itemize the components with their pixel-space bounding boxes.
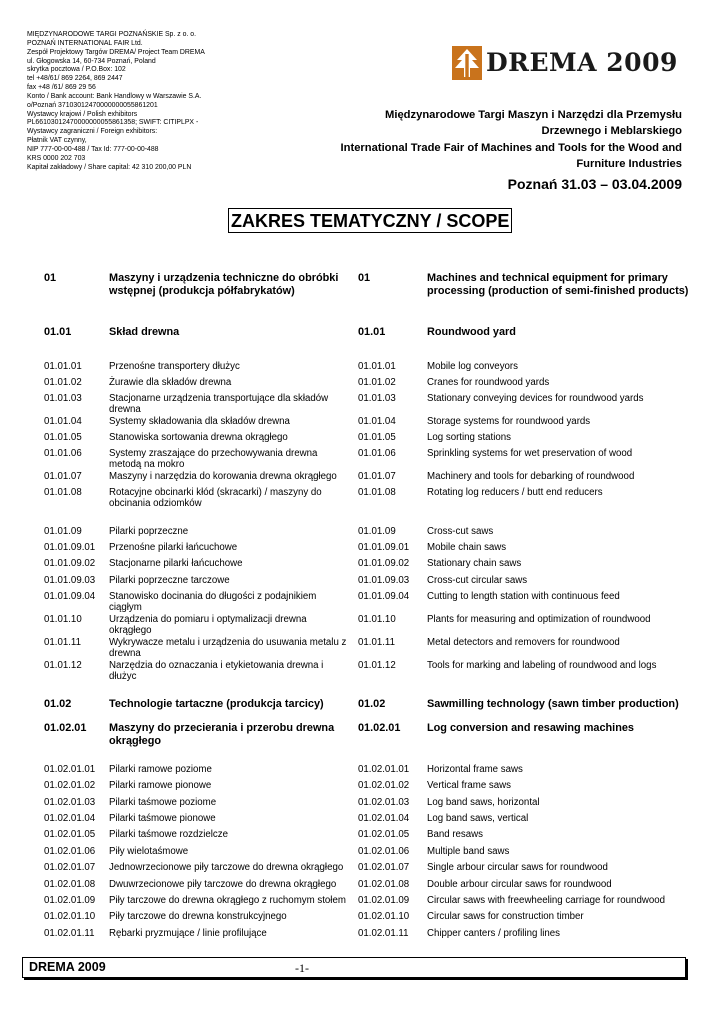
english-text: Cross-cut circular saws: [427, 575, 528, 586]
polish-text: Stacjonarne urządzenia transportujące dla składów drewna: [109, 393, 329, 416]
polish-code: 01.02.01.08: [44, 879, 96, 890]
polish-text: Żurawie dla składów drewna: [109, 377, 232, 388]
polish-text: Pilarki poprzeczne: [109, 526, 189, 537]
address-line: Wystawcy krajowi / Polish exhibitors: [27, 110, 138, 118]
polish-code: 01.01.03: [44, 393, 82, 404]
polish-text: Pilarki taśmowe pionowe: [109, 813, 216, 824]
scope-title: ZAKRES TEMATYCZNY / SCOPE: [228, 208, 512, 233]
polish-text: Maszyny i urządzenia techniczne do obróbki wstępnej (produkcja półfabrykatów): [109, 272, 339, 297]
english-text: Multiple band saws: [427, 846, 510, 857]
polish-code: 01.01.10: [44, 614, 82, 625]
english-text: Metal detectors and removers for roundwood: [427, 637, 620, 648]
polish-code: 01: [44, 272, 57, 284]
polish-text: Maszyny i narzędzia do korowania drewna okrągłego: [109, 471, 337, 482]
polish-text: Systemy składowania dla składów drewna: [109, 416, 290, 427]
english-code: 01.01.09: [358, 526, 396, 537]
english-text: Horizontal frame saws: [427, 764, 523, 775]
english-text: Storage systems for roundwood yards: [427, 416, 591, 427]
tree-icon: [452, 46, 482, 80]
english-text: Double arbour circular saws for roundwood: [427, 879, 612, 890]
polish-code: 01.01.02: [44, 377, 82, 388]
polish-code: 01.01.11: [44, 637, 81, 648]
english-text: Log sorting stations: [427, 432, 512, 443]
polish-text: Jednowrzecionowe piły tarczowe do drewna okrągłego: [109, 862, 344, 873]
polish-code: 01.01.07: [44, 471, 82, 482]
footer-label: DREMA 2009: [29, 960, 106, 974]
polish-text: Piły tarczowe do drewna okrągłego z ruchomym stołem: [109, 895, 346, 906]
english-code: 01.02.01.03: [358, 797, 410, 808]
english-code: 01.01.09.03: [358, 575, 410, 586]
fair-title: [330, 108, 682, 172]
polish-code: 01.02.01.04: [44, 813, 96, 824]
polish-text: Pilarki taśmowe rozdzielcze: [109, 829, 228, 840]
english-text: Plants for measuring and optimization of roundwood: [427, 614, 651, 625]
english-code: 01.01.01: [358, 361, 396, 372]
english-code: 01.01.09.01: [358, 542, 410, 553]
polish-code: 01.02.01.02: [44, 780, 96, 791]
english-code: 01.01.07: [358, 471, 396, 482]
polish-text: Stanowisko docinania do długości z podajnikiem ciągłym: [109, 591, 317, 614]
english-text: Band resaws: [427, 829, 484, 840]
english-code: 01.01.03: [358, 393, 396, 404]
fair-dates: Poznań 31.03 – 03.04.2009: [507, 176, 682, 192]
english-text: Chipper canters / profiling lines: [427, 928, 560, 939]
english-code: 01.02.01.09: [358, 895, 410, 906]
fair-title-polish: Międzynarodowe Targi Maszyn i Narzędzi dla Przemysłu Drzewnego i Meblarskiego: [385, 109, 682, 137]
english-text: Circular saws for construction timber: [427, 911, 584, 922]
address-line: tel +48/61/ 869 2264, 869 2447: [27, 75, 123, 83]
polish-code: 01.01: [44, 326, 72, 338]
polish-text: Wykrywacze metalu i urządzenia do usuwania metalu z drewna: [109, 637, 347, 660]
address-line: Płatnik VAT czynny,: [27, 137, 87, 145]
english-code: 01.02.01.04: [358, 813, 410, 824]
address-line: Kapitał zakładowy / Share capital: 42 310 200,00 PLN: [27, 163, 192, 171]
polish-code: 01.02.01.11: [44, 928, 95, 939]
polish-text: Piły wielotaśmowe: [109, 846, 189, 857]
polish-code: 01.01.12: [44, 660, 82, 671]
english-text: Cutting to length station with continuous feed: [427, 591, 620, 602]
polish-code: 01.01.09.04: [44, 591, 96, 602]
polish-text: Systemy zraszające do przechowywania drewna metodą na mokro: [109, 448, 318, 471]
logo-text: DREMA 2009: [486, 48, 678, 77]
page-footer: [22, 957, 686, 978]
english-text: Vertical frame saws: [427, 780, 511, 791]
polish-code: 01.02.01.06: [44, 846, 96, 857]
polish-text: Pilarki poprzeczne tarczowe: [109, 575, 230, 586]
address-line: o/Poznań 37103012470000000055861201: [27, 101, 158, 109]
polish-text: Piły tarczowe do drewna konstrukcyjnego: [109, 911, 287, 922]
polish-code: 01.02.01.05: [44, 829, 96, 840]
english-code: 01.02.01.01: [358, 764, 410, 775]
polish-code: 01.02.01.07: [44, 862, 96, 873]
english-text: Stationary conveying devices for roundwood yards: [427, 393, 644, 404]
polish-code: 01.01.09: [44, 526, 82, 537]
english-text: Cross-cut saws: [427, 526, 494, 537]
english-code: 01.01.09.02: [358, 558, 410, 569]
page-number: -1-: [295, 961, 309, 975]
polish-code: 01.02: [44, 698, 72, 710]
english-text: Log conversion and resawing machines: [427, 722, 634, 734]
english-code: 01.02.01.08: [358, 879, 410, 890]
polish-text: Narzędzia do oznaczania i etykietowania drewna i dłużyc: [109, 660, 324, 683]
english-code: 01.01.05: [358, 432, 396, 443]
english-code: 01.01.10: [358, 614, 396, 625]
polish-code: 01.01.08: [44, 487, 82, 498]
address-line: Zespół Projektowy Targów DREMA/ Project Team DREMA: [27, 48, 205, 56]
polish-code: 01.02.01: [44, 722, 87, 734]
english-text: Sawmilling technology (sawn timber production): [427, 698, 679, 710]
polish-text: Pilarki taśmowe poziome: [109, 797, 217, 808]
polish-code: 01.02.01.09: [44, 895, 96, 906]
english-text: Sprinkling systems for wet preservation of wood: [427, 448, 633, 459]
address-line: skrytka pocztowa / P.O.Box: 102: [27, 66, 126, 74]
english-code: 01.01.04: [358, 416, 396, 427]
english-code: 01.01.02: [358, 377, 396, 388]
english-text: Single arbour circular saws for roundwood: [427, 862, 608, 873]
english-text: Machines and technical equipment for primary processing (production of semi-finished products): [427, 272, 689, 297]
english-text: Circular saws with freewheeling carriage for roundwood: [427, 895, 665, 906]
polish-text: Rotacyjne obcinarki kłód (skracarki) / maszyny do obcinania odziomków: [109, 487, 322, 510]
polish-text: Skład drewna: [109, 326, 180, 338]
english-code: 01.01.09.04: [358, 591, 410, 602]
polish-text: Stacjonarne pilarki łańcuchowe: [109, 558, 243, 569]
english-code: 01.02: [358, 698, 386, 710]
english-text: Machinery and tools for debarking of roundwood: [427, 471, 635, 482]
english-text: Tools for marking and labeling of roundwood and logs: [427, 660, 657, 671]
polish-text: Pilarki ramowe pionowe: [109, 780, 212, 791]
english-code: 01.02.01: [358, 722, 401, 734]
polish-code: 01.02.01.03: [44, 797, 96, 808]
polish-code: 01.01.05: [44, 432, 82, 443]
english-code: 01.01: [358, 326, 386, 338]
english-text: Cranes for roundwood yards: [427, 377, 550, 388]
english-code: 01.01.12: [358, 660, 396, 671]
polish-text: Rębarki pryzmujące / linie profilujące: [109, 928, 267, 939]
address-line: ul. Głogowska 14, 60-734 Poznań, Poland: [27, 57, 156, 65]
address-line: NIP 777-00-00-488 / Tax Id: 777-00-00-488: [27, 145, 159, 153]
english-text: Mobile chain saws: [427, 542, 507, 553]
polish-text: Dwuwrzecionowe piły tarczowe do drewna okrągłego: [109, 879, 337, 890]
address-line: PL66103012470000000055861358; SWIFT: CITIPLPX -: [27, 119, 199, 127]
polish-text: Przenośne pilarki łańcuchowe: [109, 542, 238, 553]
polish-text: Technologie tartaczne (produkcja tarcicy): [109, 698, 324, 710]
english-text: Log band saws, vertical: [427, 813, 529, 824]
address-line: KRS 0000 202 703: [27, 154, 86, 162]
polish-code: 01.01.09.01: [44, 542, 96, 553]
polish-code: 01.01.01: [44, 361, 82, 372]
polish-code: 01.02.01.01: [44, 764, 96, 775]
english-text: Roundwood yard: [427, 326, 516, 338]
english-code: 01.02.01.06: [358, 846, 410, 857]
polish-text: Stanowiska sortowania drewna okrągłego: [109, 432, 288, 443]
english-code: 01: [358, 272, 371, 284]
english-text: Rotating log reducers / butt end reducers: [427, 487, 603, 498]
english-code: 01.02.01.10: [358, 911, 410, 922]
address-line: POZNAŃ INTERNATIONAL FAIR Ltd.: [27, 39, 143, 47]
english-text: Mobile log conveyors: [427, 361, 519, 372]
address-line: fax +48 /61/ 869 29 56: [27, 84, 96, 92]
english-code: 01.01.08: [358, 487, 396, 498]
english-code: 01.02.01.05: [358, 829, 410, 840]
polish-text: Przenośne transportery dłużyc: [109, 361, 240, 372]
english-code: 01.01.06: [358, 448, 396, 459]
address-line: MIĘDZYNARODOWE TARGI POZNAŃSKIE Sp. z o. o.: [27, 31, 196, 38]
drema-logo: [448, 46, 688, 80]
polish-text: Pilarki ramowe poziome: [109, 764, 212, 775]
english-code: 01.02.01.02: [358, 780, 410, 791]
english-code: 01.02.01.11: [358, 928, 409, 939]
english-code: 01.02.01.07: [358, 862, 410, 873]
polish-code: 01.01.09.02: [44, 558, 96, 569]
fair-title-english: International Trade Fair of Machines and Tools for the Wood and Furniture Industries: [340, 142, 682, 170]
english-text: Stationary chain saws: [427, 558, 522, 569]
english-code: 01.01.11: [358, 637, 395, 648]
polish-text: Urządzenia do pomiaru i optymalizacji drewna okrągłego: [109, 614, 307, 637]
address-line: Konto / Bank account: Bank Handlowy w Warszawie S.A.: [27, 92, 202, 100]
polish-code: 01.01.04: [44, 416, 82, 427]
polish-code: 01.01.06: [44, 448, 82, 459]
company-address-block: [27, 31, 242, 173]
address-line: Wystawcy zagraniczni / Foreign exhibitors:: [27, 128, 158, 136]
english-text: Log band saws, horizontal: [427, 797, 540, 808]
polish-code: 01.02.01.10: [44, 911, 96, 922]
polish-code: 01.01.09.03: [44, 575, 96, 586]
polish-text: Maszyny do przecierania i przerobu drewna okrągłego: [109, 722, 335, 747]
